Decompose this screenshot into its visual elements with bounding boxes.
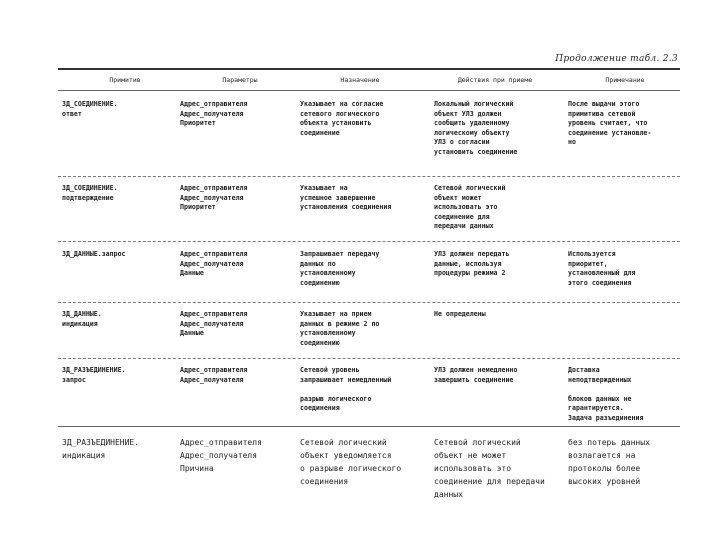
cell-line: ЗД_СОЕДИНЕНИЕ.	[62, 100, 118, 108]
cell-line: ответ	[62, 109, 82, 118]
cell-line: ЗД_ДАННЫЕ.запрос	[62, 250, 126, 258]
cell-line: После выдачи этого	[568, 100, 640, 108]
cell-line: соединение для	[434, 212, 490, 221]
cell-line: Адрес_отправителя	[180, 438, 262, 447]
cell-line: Адрес_получателя	[180, 375, 244, 384]
cell-params	[180, 436, 262, 475]
table-top-rule	[58, 68, 680, 70]
cell-line: Сетевой логический	[434, 438, 521, 447]
cell-line: установить соединение	[434, 147, 518, 156]
cell-line: процедуры режима 2	[434, 269, 506, 278]
cell-purpose	[300, 250, 379, 288]
cell-line: сетевого логического	[300, 109, 380, 118]
cell-line: Приоритет	[180, 119, 216, 128]
cell-line: передачи данных	[434, 222, 494, 231]
cell-line: Причина	[180, 464, 214, 473]
cell-line: объекта установить	[300, 119, 372, 128]
cell-line: протоколы более	[568, 464, 641, 473]
cell-line: Запрашивает передачу	[300, 250, 380, 258]
cell-note	[568, 436, 650, 488]
cell-line: Сетевой логический	[434, 184, 506, 192]
cell-line: разрыв логического	[300, 394, 372, 403]
cell-line: УЛЗ должен немедленно	[434, 366, 518, 374]
cell-line: соединение установле-	[568, 128, 652, 137]
cell-line: УЛЗ должен передать	[434, 250, 510, 258]
cell-params	[180, 310, 248, 339]
cell-primitive	[62, 100, 118, 119]
cell-line: Адрес_отправителя	[180, 100, 248, 108]
cell-line: данные, используя	[434, 259, 502, 268]
cell-line: установленный для	[568, 269, 636, 278]
cell-line: Адрес_отправителя	[180, 366, 248, 374]
cell-line: примитива сетевой	[568, 109, 636, 118]
cell-line: данных по	[300, 259, 336, 268]
cell-line: логическому объекту	[434, 128, 510, 137]
cell-params	[180, 184, 248, 213]
cell-line: без потерь данных	[568, 438, 650, 447]
cell-action	[434, 310, 486, 320]
cell-line: Доставка	[568, 366, 600, 374]
cell-line: объект УЛЗ должен	[434, 109, 502, 118]
cell-line	[300, 385, 391, 395]
cell-line: Используется	[568, 250, 616, 258]
cell-line: установленному	[300, 269, 356, 278]
cell-action	[434, 100, 517, 158]
cell-line: соединению	[300, 338, 340, 347]
cell-note	[568, 366, 643, 424]
cell-line: Локальный логический	[434, 100, 514, 108]
cell-line: Адрес_получателя	[180, 109, 244, 118]
cell-line: Адрес_получателя	[180, 193, 244, 202]
cell-line: ЗД_СОЕДИНЕНИЕ.	[62, 184, 118, 192]
cell-line: объект уведомляется	[300, 451, 392, 460]
cell-line: завершить соединение	[434, 375, 514, 384]
cell-note	[568, 100, 651, 148]
header-actions: Действия при приеме	[457, 76, 533, 84]
cell-params	[180, 366, 248, 385]
cell-line: запрашивает немедленный	[300, 375, 392, 384]
header-note: Примечание	[605, 76, 645, 84]
cell-line: ЗД_ДАННЫЕ.	[62, 310, 102, 318]
cell-line: соединение	[300, 128, 340, 137]
cell-action	[434, 366, 517, 385]
cell-line: Задача разъединения	[568, 413, 644, 422]
row-divider	[58, 358, 680, 359]
cell-purpose	[300, 366, 391, 414]
header-parameters: Параметры	[222, 76, 258, 84]
cell-line: Указывает на согласие	[300, 100, 384, 108]
cell-line: ЗД_РАЗЪЕДИНЕНИЕ.	[62, 366, 126, 374]
table-caption: Продолжение табл. 2.3	[555, 54, 678, 64]
header-purpose: Назначение	[340, 76, 380, 84]
cell-purpose	[300, 100, 383, 138]
cell-line: гарантируется.	[568, 404, 624, 413]
cell-line: соединению	[300, 278, 340, 287]
cell-line: успешное завершение	[300, 193, 376, 202]
cell-line: Адрес_отправителя	[180, 250, 248, 258]
cell-line: Адрес_отправителя	[180, 184, 248, 192]
cell-primitive	[62, 184, 118, 203]
cell-line: индикация	[62, 319, 98, 328]
cell-line: соединения	[300, 404, 340, 413]
cell-line: объект не может	[434, 451, 507, 460]
cell-line: но	[568, 138, 576, 147]
cell-action	[434, 436, 545, 501]
cell-line: данных	[434, 490, 463, 499]
cell-line: возлагается на	[568, 451, 636, 460]
cell-line: сообщить удаленному	[434, 119, 510, 128]
cell-line: уровень считает, что	[568, 119, 648, 128]
cell-purpose	[300, 436, 401, 488]
cell-line: соединения	[300, 477, 349, 486]
cell-line: данных в режиме 2 по	[300, 319, 380, 328]
cell-primitive	[62, 250, 126, 260]
cell-line: блоков данных не	[568, 394, 632, 403]
cell-line: Сетевой логический	[300, 438, 387, 447]
cell-line: установления соединения	[300, 203, 392, 212]
cell-line: о разрыве логического	[300, 464, 402, 473]
cell-purpose	[300, 184, 391, 213]
cell-line: ЗД_РАЗЪЕДИНЕНИЕ.	[62, 438, 140, 447]
cell-line: запрос	[62, 375, 86, 384]
header-primitive: Примитив	[109, 76, 141, 84]
cell-action	[434, 184, 505, 232]
cell-line: объект может	[434, 193, 482, 202]
cell-line: Сетевой уровень	[300, 366, 360, 374]
header-bottom-rule	[58, 90, 680, 91]
cell-line: УЛЗ о согласии	[434, 138, 490, 147]
cell-primitive	[62, 436, 139, 462]
cell-purpose	[300, 310, 379, 348]
cell-line: Адрес_отправителя	[180, 310, 248, 318]
cell-line: установленному	[300, 329, 356, 338]
cell-line: неподтвержденных	[568, 375, 632, 384]
row-divider	[58, 176, 680, 177]
cell-params	[180, 100, 248, 129]
cell-line: Адрес_получателя	[180, 319, 244, 328]
row-divider	[58, 241, 680, 242]
cell-line: подтверждение	[62, 193, 114, 202]
cell-line: использовать это	[434, 464, 512, 473]
cell-primitive	[62, 310, 102, 329]
cell-line: индикация	[62, 451, 106, 460]
cell-line: соединение для передачи	[434, 477, 545, 486]
cell-line: Указывает на прием	[300, 310, 372, 318]
cell-line: Не определены	[434, 310, 486, 318]
row-divider	[58, 426, 680, 427]
cell-params	[180, 250, 248, 279]
cell-line: Данные	[180, 269, 204, 278]
cell-line	[568, 385, 643, 395]
cell-line: высоких уровней	[568, 477, 641, 486]
cell-line: приоритет,	[568, 259, 608, 268]
cell-line: Адрес_получателя	[180, 451, 258, 460]
cell-line: Указывает на	[300, 184, 348, 192]
cell-line: Данные	[180, 329, 204, 338]
cell-line: использовать это	[434, 203, 498, 212]
cell-primitive	[62, 366, 126, 385]
row-divider	[58, 302, 680, 303]
cell-line: Адрес_получателя	[180, 259, 244, 268]
cell-action	[434, 250, 509, 279]
cell-note	[568, 250, 636, 288]
cell-line: Приоритет	[180, 203, 216, 212]
cell-line: этого соединения	[568, 278, 632, 287]
